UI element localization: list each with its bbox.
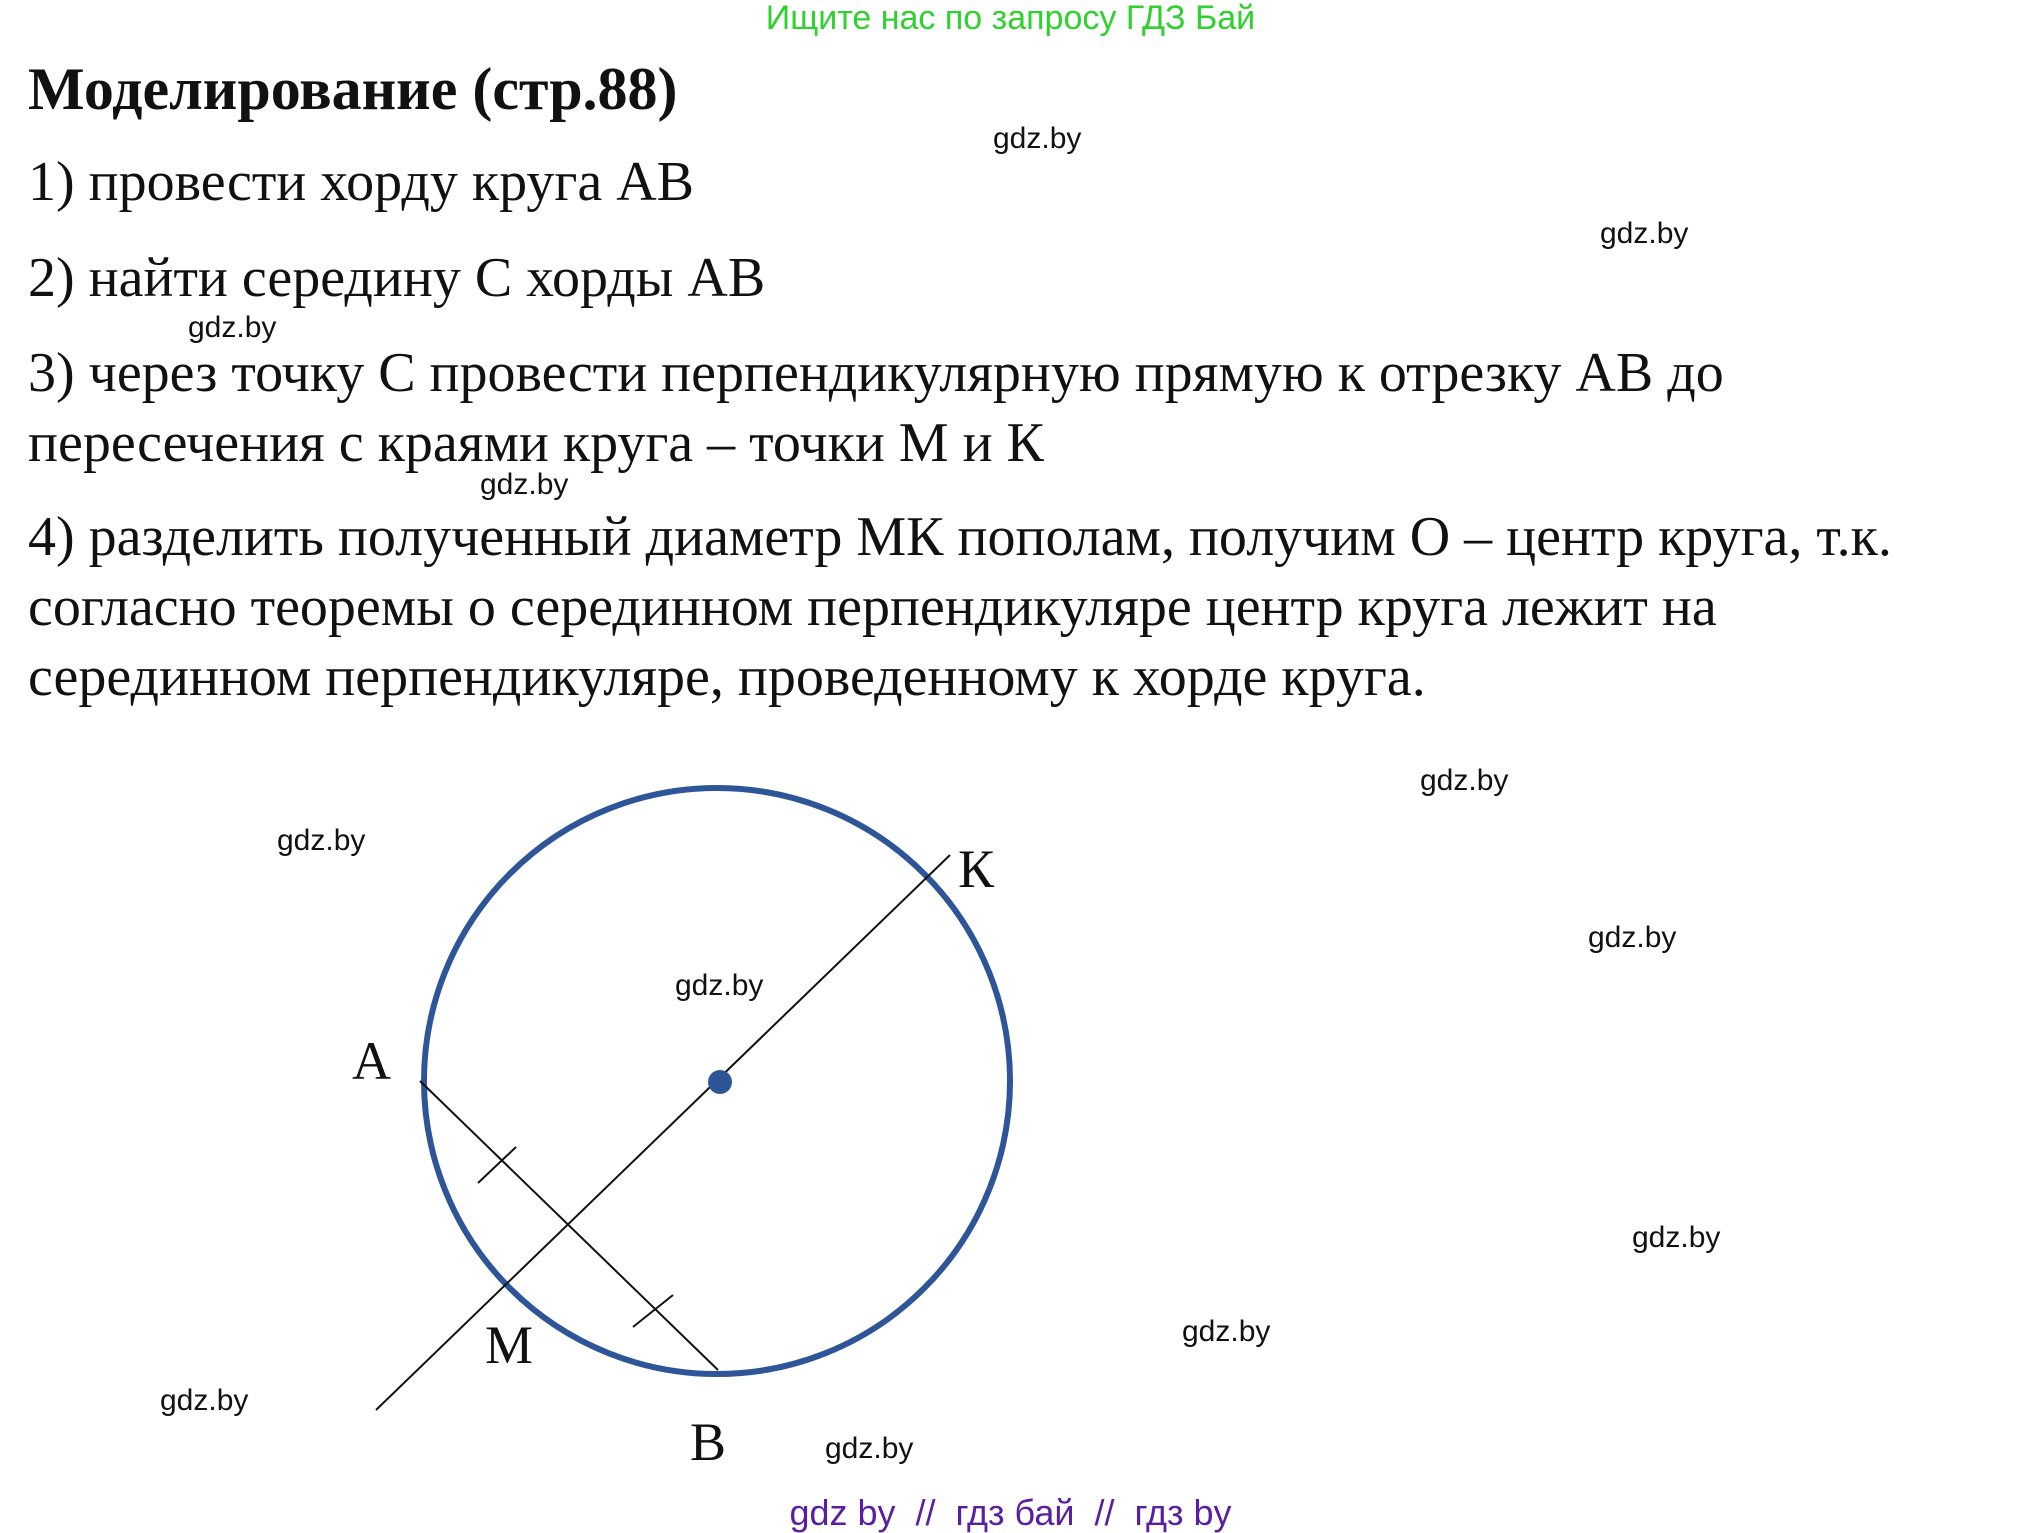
watermark: gdz.by xyxy=(480,468,569,501)
point-label-a: А xyxy=(352,1031,391,1091)
watermark: gdz.by xyxy=(188,311,277,344)
tick-mark xyxy=(478,1147,516,1183)
top-banner: Ищите нас по запросу ГДЗ Бай xyxy=(765,0,1256,37)
page-title: Моделирование (стр.88) xyxy=(28,56,678,122)
center-point xyxy=(708,1070,732,1094)
watermark: gdz.by xyxy=(277,824,366,857)
watermark: gdz.by xyxy=(825,1432,914,1465)
step-3-line-1: 3) через точку С провести перпендикулярную прямую к отрезку АВ до xyxy=(28,342,1724,404)
watermark: gdz.by xyxy=(1420,764,1509,797)
step-2: 2) найти середину С хорды АВ xyxy=(28,247,766,309)
point-label-b: В xyxy=(690,1412,727,1472)
footer-links: gdz by // гдз бай // гдз by xyxy=(789,1492,1232,1533)
watermark: gdz.by xyxy=(675,969,764,1002)
watermark: gdz.by xyxy=(1632,1221,1721,1254)
watermark: gdz.by xyxy=(993,122,1082,155)
step-4-line-1: 4) разделить полученный диаметр МК пополам, получим О – центр круга, т.к. xyxy=(28,506,1892,568)
point-label-k: К xyxy=(958,839,995,899)
watermark: gdz.by xyxy=(1600,217,1689,250)
watermark: gdz.by xyxy=(160,1384,249,1417)
watermark: gdz.by xyxy=(1182,1315,1271,1348)
step-1: 1) провести хорду круга АВ xyxy=(28,151,694,213)
watermark: gdz.by xyxy=(1588,921,1677,954)
step-3-line-2: пересечения с краями круга – точки М и К xyxy=(28,412,1044,474)
point-label-m: М xyxy=(485,1315,534,1375)
step-4-line-2: согласно теоремы о серединном перпендикуляре центр круга лежит на xyxy=(28,576,1717,638)
tick-mark xyxy=(633,1295,673,1327)
step-4-line-3: серединном перпендикуляре, проведенному к хорде круга. xyxy=(28,646,1426,708)
